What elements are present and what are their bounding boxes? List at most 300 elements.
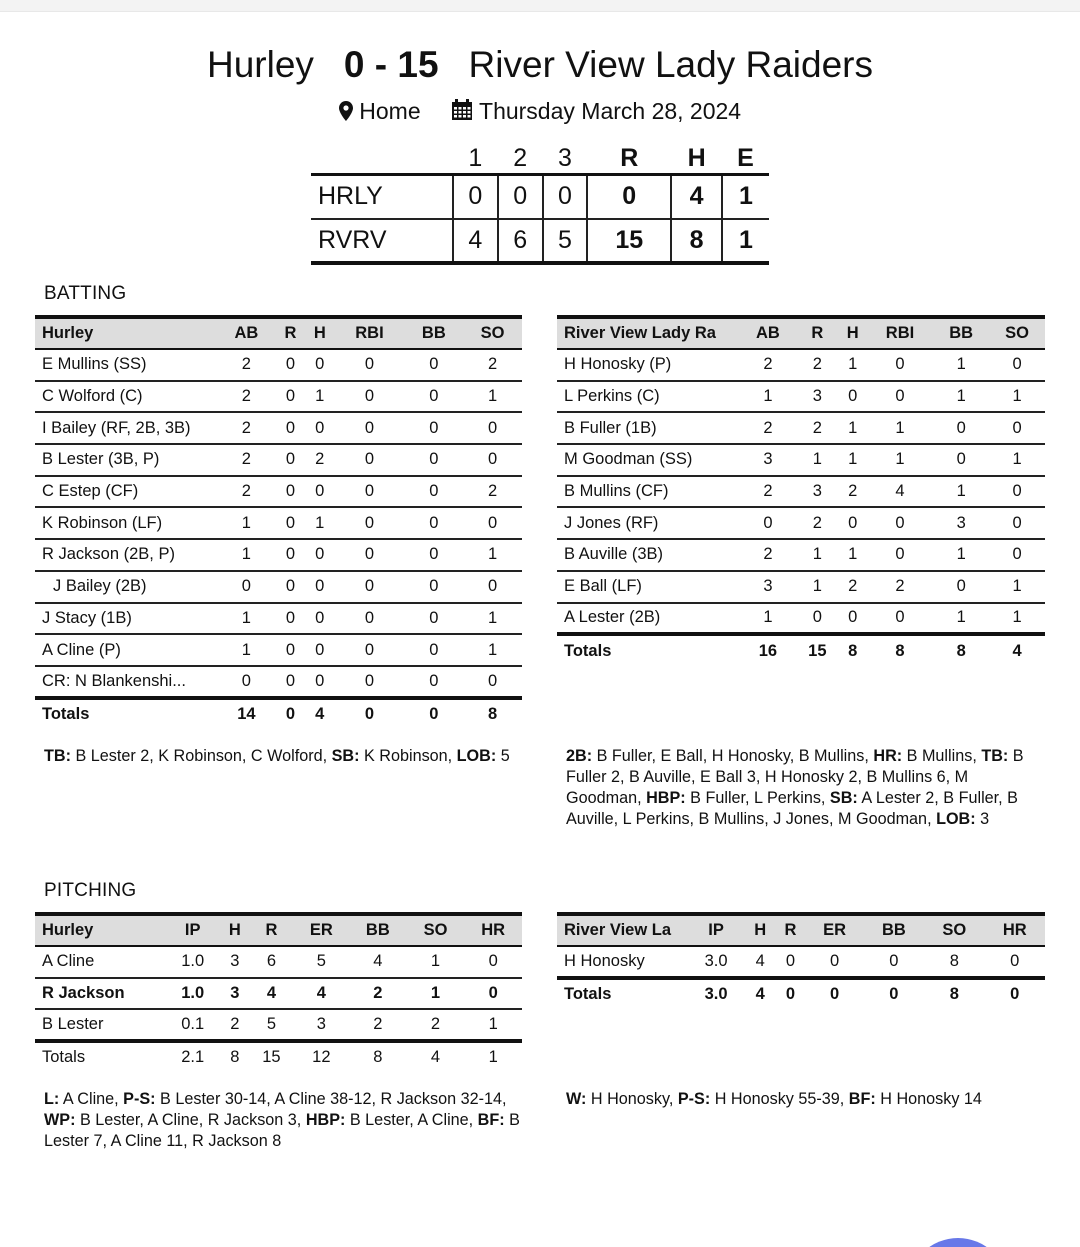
stat-cell: 0 (404, 634, 463, 666)
player-row (557, 603, 1045, 635)
stat-cell: 2 (796, 507, 839, 539)
stat-cell: 1 (407, 946, 465, 978)
totals-cell: 1 (488, 1048, 498, 1067)
stat-cell: 2 (463, 476, 522, 508)
totals-label: Totals (564, 985, 612, 1004)
stat-cell: 0 (334, 444, 404, 476)
stat-cell: 2 (796, 349, 839, 381)
player-name: B Mullins (CF) (557, 476, 740, 508)
team-column-header: River View La (557, 914, 687, 946)
away-batting-notes (44, 746, 524, 767)
stat-cell: 3 (220, 978, 249, 1010)
totals-cell: 0 (785, 985, 796, 1004)
note-label: WP: (44, 1111, 76, 1129)
stat-cell: 0 (933, 571, 989, 603)
home-pitching-table (557, 912, 1045, 1009)
note-text: K Robinson, (359, 747, 457, 765)
stat-cell: 1 (867, 444, 934, 476)
totals-cell: 15 (808, 641, 827, 660)
totals-cell: 4 (1012, 641, 1022, 660)
note-label: HBP: (305, 1111, 346, 1129)
stat-cell: 0 (305, 571, 334, 603)
totals-cell: 8 (488, 704, 498, 723)
stat-cell: 0 (464, 946, 522, 978)
stat-cell: 2 (839, 571, 867, 603)
player-name: I Bailey (RF, 2B, 3B) (35, 412, 217, 444)
note-text: B Fuller, E Ball, H Honosky, B Mullins, (592, 747, 874, 765)
stat-cell: 0 (334, 539, 404, 571)
stat-cell: 0 (334, 666, 404, 698)
stat-column-header: H (305, 317, 334, 349)
stat-cell: 0 (867, 507, 934, 539)
stat-cell: 6 (249, 946, 293, 978)
stat-cell: 0 (276, 381, 305, 413)
totals-label: Totals (42, 1048, 86, 1067)
note-label: P-S: (123, 1090, 156, 1108)
stat-cell: 0 (867, 349, 934, 381)
note-label: W: (566, 1090, 587, 1108)
stat-cell: 3.0 (687, 946, 745, 978)
stat-cell: 1 (989, 381, 1045, 413)
stat-cell: 5 (294, 946, 349, 978)
inning-header: 1 (468, 144, 483, 172)
stat-column-header: HR (985, 914, 1045, 946)
note-label: HR: (873, 747, 903, 765)
stat-column-header: R (796, 317, 839, 349)
note-text: H Honosky 14 (875, 1090, 982, 1108)
player-row (35, 571, 522, 603)
stat-cell: 2 (349, 978, 407, 1010)
player-row (557, 381, 1045, 413)
stat-cell: 0 (404, 381, 463, 413)
note-text: B Lester, A Cline, (345, 1111, 478, 1129)
stat-cell: 0 (334, 412, 404, 444)
away-pitching-notes (44, 1089, 524, 1152)
player-name: J Stacy (1B) (35, 603, 217, 635)
stat-cell: 2 (867, 571, 934, 603)
note-text: H Honosky, (586, 1090, 678, 1108)
linescore-row (311, 175, 769, 219)
stat-column-header: SO (989, 317, 1045, 349)
totals-cell: 8 (848, 641, 858, 660)
stat-column-header: BB (933, 317, 989, 349)
game-meta (0, 98, 1080, 127)
stat-cell: 1 (217, 507, 276, 539)
totals-cell: 4 (430, 1048, 441, 1067)
note-text: B Lester 30-14, A Cline 38-12, R Jackson 32-14, (155, 1090, 507, 1108)
stat-cell: 1 (933, 476, 989, 508)
player-name: J Bailey (2B) (35, 571, 217, 603)
stat-cell: 0 (334, 349, 404, 381)
home-pitching-notes (566, 1089, 1046, 1110)
stat-cell: 0 (334, 634, 404, 666)
player-name: C Wolford (C) (35, 381, 217, 413)
stat-cell: 0 (276, 444, 305, 476)
floating-action-button[interactable] (908, 1238, 1008, 1247)
stat-column-header: HR (464, 914, 522, 946)
player-row (35, 634, 522, 666)
totals-cell: 4 (315, 704, 325, 723)
location-label: Home (359, 98, 421, 124)
player-name: A Cline (35, 946, 165, 978)
runs-header: R (620, 144, 639, 172)
totals-cell: 8 (373, 1048, 383, 1067)
runs-total: 0 (587, 175, 671, 219)
stat-cell: 0 (404, 476, 463, 508)
hits-total: 4 (671, 175, 722, 219)
player-name: L Perkins (C) (557, 381, 740, 413)
stat-cell: 0 (334, 476, 404, 508)
totals-cell: 4 (755, 985, 765, 1004)
stat-cell: 4 (745, 946, 775, 978)
game-title (0, 44, 1080, 86)
stat-cell: 0 (867, 603, 934, 635)
stat-cell: 0 (276, 539, 305, 571)
player-name: M Goodman (SS) (557, 444, 740, 476)
note-label: BF: (848, 1090, 876, 1108)
stat-cell: 0 (305, 603, 334, 635)
note-text: H Honosky 55-39, (710, 1090, 849, 1108)
player-name: E Mullins (SS) (35, 349, 217, 381)
stat-column-header: RBI (867, 317, 934, 349)
player-row (35, 539, 522, 571)
hits-header: H (687, 144, 706, 172)
inning-score: 6 (498, 219, 543, 263)
stat-column-header: R (775, 914, 805, 946)
stat-cell: 1 (933, 539, 989, 571)
player-name: C Estep (CF) (35, 476, 217, 508)
note-label: HBP: (646, 789, 686, 807)
stat-cell: 0 (276, 349, 305, 381)
stat-cell: 1 (933, 381, 989, 413)
note-text: 3 (975, 810, 990, 828)
stat-cell: 1 (217, 634, 276, 666)
stat-column-header: R (249, 914, 293, 946)
stat-cell: 1 (839, 444, 867, 476)
player-name: A Lester (2B) (557, 603, 740, 635)
note-label: LOB: (456, 747, 497, 765)
stat-cell: 0 (305, 666, 334, 698)
player-row (557, 476, 1045, 508)
stat-cell: 0 (334, 571, 404, 603)
stat-cell: 0 (276, 571, 305, 603)
stat-cell: 1 (867, 412, 934, 444)
player-row (35, 381, 522, 413)
stat-column-header: AB (217, 317, 276, 349)
stat-cell: 1 (464, 1009, 522, 1041)
stat-cell: 0 (796, 603, 839, 635)
stat-column-header: R (276, 317, 305, 349)
inning-score: 5 (543, 219, 588, 263)
stat-cell: 0 (305, 412, 334, 444)
stat-cell: 0 (463, 571, 522, 603)
away-team-name: Hurley (207, 44, 314, 85)
pitching-section-title: PITCHING (44, 880, 137, 901)
note-label: SB: (331, 747, 360, 765)
stat-cell: 1 (839, 539, 867, 571)
player-row (35, 1009, 522, 1041)
stat-cell: 0 (867, 539, 934, 571)
note-text: B Mullins, (902, 747, 982, 765)
player-row (35, 349, 522, 381)
player-name: R Jackson (2B, P) (35, 539, 217, 571)
stat-cell: 1 (796, 539, 839, 571)
note-text: B Fuller 2, B Auville, E Ball 3, H Honosky 2, B Mullins 6, M Goodman, (566, 747, 1024, 807)
stat-cell: 0 (867, 381, 934, 413)
player-row (35, 412, 522, 444)
stat-column-header: H (839, 317, 867, 349)
home-team-name: River View Lady Raiders (468, 44, 873, 85)
note-label: 2B: (566, 747, 593, 765)
stat-cell: 0 (404, 571, 463, 603)
stat-cell: 0 (463, 444, 522, 476)
game-date: Thursday March 28, 2024 (479, 98, 742, 124)
stat-cell: 0 (464, 978, 522, 1010)
home-batting-notes (566, 746, 1046, 830)
errors-header: E (737, 144, 754, 172)
stat-cell: 2 (740, 412, 796, 444)
totals-cell: 16 (758, 641, 778, 660)
stat-cell: 2 (305, 444, 334, 476)
stat-cell: 0 (463, 507, 522, 539)
stat-cell: 1.0 (165, 978, 220, 1010)
home-batting-table (557, 315, 1045, 666)
stat-column-header: RBI (334, 317, 404, 349)
errors-total: 1 (722, 175, 769, 219)
stat-cell: 1 (839, 412, 867, 444)
inning-score: 0 (453, 175, 498, 219)
stat-cell: 0 (985, 946, 1045, 978)
stat-cell: 0 (404, 444, 463, 476)
totals-cell: 0 (429, 704, 439, 723)
note-text: B Fuller, L Perkins, (685, 789, 830, 807)
player-name: B Auville (3B) (557, 539, 740, 571)
stat-cell: 0 (334, 507, 404, 539)
totals-label: Totals (564, 641, 612, 660)
totals-cell: 8 (956, 641, 966, 660)
stat-cell: 1 (933, 603, 989, 635)
stat-cell: 0 (839, 507, 867, 539)
player-name: K Robinson (LF) (35, 507, 217, 539)
inning-score: 0 (543, 175, 588, 219)
stat-cell: 1 (989, 571, 1045, 603)
stat-cell: 2 (217, 444, 276, 476)
player-name: B Lester (3B, P) (35, 444, 217, 476)
player-row (557, 444, 1045, 476)
stat-cell: 0 (305, 349, 334, 381)
player-name: CR: N Blankenshi... (35, 666, 217, 698)
player-name: R Jackson (35, 978, 165, 1010)
stat-column-header: IP (165, 914, 220, 946)
stat-cell: 4 (294, 978, 349, 1010)
totals-cell: 0 (889, 985, 899, 1004)
stat-cell: 0 (404, 603, 463, 635)
player-row (557, 946, 1045, 978)
stat-cell: 1 (463, 539, 522, 571)
inning-header: 2 (513, 144, 528, 172)
map-marker-icon (339, 100, 353, 127)
stat-cell: 0 (276, 666, 305, 698)
away-pitching-table (35, 912, 522, 1073)
stat-cell: 2 (740, 539, 796, 571)
stat-cell: 0 (217, 571, 276, 603)
stat-cell: 0 (775, 946, 805, 978)
stat-column-header: IP (687, 914, 745, 946)
stat-cell: 0 (404, 349, 463, 381)
totals-cell: 8 (230, 1048, 240, 1067)
stat-cell: 0 (276, 507, 305, 539)
player-name: B Fuller (1B) (557, 412, 740, 444)
stat-cell: 0 (305, 539, 334, 571)
note-label: P-S: (677, 1090, 711, 1108)
player-row (35, 666, 522, 698)
stat-cell: 2 (740, 349, 796, 381)
totals-cell: 0 (285, 704, 295, 723)
stat-cell: 0 (404, 507, 463, 539)
note-label: SB: (829, 789, 858, 807)
stat-cell: 3 (796, 476, 839, 508)
batting-section-title: BATTING (44, 283, 127, 304)
stat-cell: 1 (839, 349, 867, 381)
note-text: B Lester, A Cline, R Jackson 3, (75, 1111, 306, 1129)
stat-column-header: AB (740, 317, 796, 349)
stat-cell: 0 (305, 476, 334, 508)
player-row (557, 507, 1045, 539)
stat-cell: 0 (933, 444, 989, 476)
stat-cell: 0 (305, 634, 334, 666)
stat-cell: 0 (839, 381, 867, 413)
stat-cell: 0 (864, 946, 924, 978)
note-text: B Lester 7, A Cline 11, R Jackson 8 (44, 1111, 520, 1150)
inning-header: 3 (557, 144, 572, 172)
stat-cell: 2 (217, 381, 276, 413)
stat-cell: 2 (463, 349, 522, 381)
totals-cell: 0 (830, 985, 840, 1004)
stat-cell: 1 (463, 603, 522, 635)
stat-cell: 3 (740, 571, 796, 603)
final-score: 0 - 15 (343, 44, 439, 85)
totals-cell: 3.0 (704, 985, 728, 1004)
linescore-table (311, 140, 769, 265)
player-name: J Jones (RF) (557, 507, 740, 539)
team-column-header: Hurley (35, 317, 217, 349)
stat-cell: 0 (463, 412, 522, 444)
stat-cell: 1 (740, 381, 796, 413)
stat-cell: 0 (989, 507, 1045, 539)
totals-cell: 0 (364, 704, 375, 723)
inning-score: 0 (498, 175, 543, 219)
stat-cell: 2 (220, 1009, 249, 1041)
stat-cell: 1 (989, 603, 1045, 635)
totals-cell: 8 (895, 641, 905, 660)
totals-row (35, 698, 522, 730)
stat-column-header: BB (864, 914, 924, 946)
stat-cell: 0 (334, 381, 404, 413)
stat-cell: 0 (989, 476, 1045, 508)
totals-cell: 2.1 (181, 1048, 205, 1067)
stat-column-header: H (745, 914, 775, 946)
stat-cell: 1 (740, 603, 796, 635)
stat-cell: 3 (740, 444, 796, 476)
player-name: A Cline (P) (35, 634, 217, 666)
stat-cell: 0 (989, 539, 1045, 571)
stat-column-header: BB (349, 914, 407, 946)
stat-cell: 2 (217, 349, 276, 381)
stat-cell: 0 (740, 507, 796, 539)
stat-cell: 2 (740, 476, 796, 508)
totals-cell: 12 (312, 1048, 331, 1067)
hits-total: 8 (671, 219, 722, 263)
totals-cell: 0 (1010, 985, 1020, 1004)
stat-column-header: SO (924, 914, 984, 946)
note-text: A Lester 2, B Fuller, B Auville, L Perkins, B Mullins, J Jones, M Goodman, (566, 789, 1018, 828)
stat-cell: 0.1 (165, 1009, 220, 1041)
stat-cell: 1 (463, 634, 522, 666)
stat-cell: 3 (294, 1009, 349, 1041)
totals-row (557, 634, 1045, 666)
note-label: TB: (44, 747, 71, 765)
stat-cell: 0 (276, 634, 305, 666)
stat-cell: 0 (989, 412, 1045, 444)
stat-cell: 0 (839, 603, 867, 635)
totals-label: Totals (42, 704, 90, 723)
player-row (35, 946, 522, 978)
player-row (35, 476, 522, 508)
stat-cell: 2 (839, 476, 867, 508)
stat-cell: 0 (276, 412, 305, 444)
note-label: BF: (477, 1111, 505, 1129)
team-abbr: RVRV (311, 219, 453, 263)
stat-cell: 0 (404, 539, 463, 571)
stat-cell: 0 (334, 603, 404, 635)
stat-cell: 1 (989, 444, 1045, 476)
calendar-icon (451, 99, 473, 127)
stat-cell: 1 (305, 507, 334, 539)
note-text: B Lester 2, K Robinson, C Wolford, (70, 747, 332, 765)
stat-cell: 1 (407, 978, 465, 1010)
totals-cell: 15 (262, 1048, 281, 1067)
player-row (557, 539, 1045, 571)
inning-score: 4 (453, 219, 498, 263)
stat-cell: 1 (217, 603, 276, 635)
note-label: LOB: (936, 810, 976, 828)
stat-column-header: SO (463, 317, 522, 349)
team-column-header: River View Lady Ra (557, 317, 740, 349)
note-label: L: (44, 1090, 60, 1108)
stat-cell: 3 (933, 507, 989, 539)
totals-cell: 14 (237, 704, 256, 723)
stat-cell: 0 (404, 412, 463, 444)
player-row (35, 444, 522, 476)
stat-cell: 2 (407, 1009, 465, 1041)
runs-total: 15 (587, 219, 671, 263)
top-status-bar (0, 0, 1080, 12)
stat-cell: 0 (404, 666, 463, 698)
note-text: 5 (496, 747, 510, 765)
stat-cell: 4 (349, 946, 407, 978)
player-name: E Ball (LF) (557, 571, 740, 603)
player-name: H Honosky (P) (557, 349, 740, 381)
player-row (557, 571, 1045, 603)
stat-column-header: ER (806, 914, 864, 946)
stat-cell: 1 (305, 381, 334, 413)
team-abbr: HRLY (311, 175, 453, 219)
stat-cell: 3 (220, 946, 249, 978)
note-text: A Cline, (59, 1090, 124, 1108)
stat-column-header: H (220, 914, 249, 946)
stat-cell: 0 (217, 666, 276, 698)
errors-total: 1 (722, 219, 769, 263)
